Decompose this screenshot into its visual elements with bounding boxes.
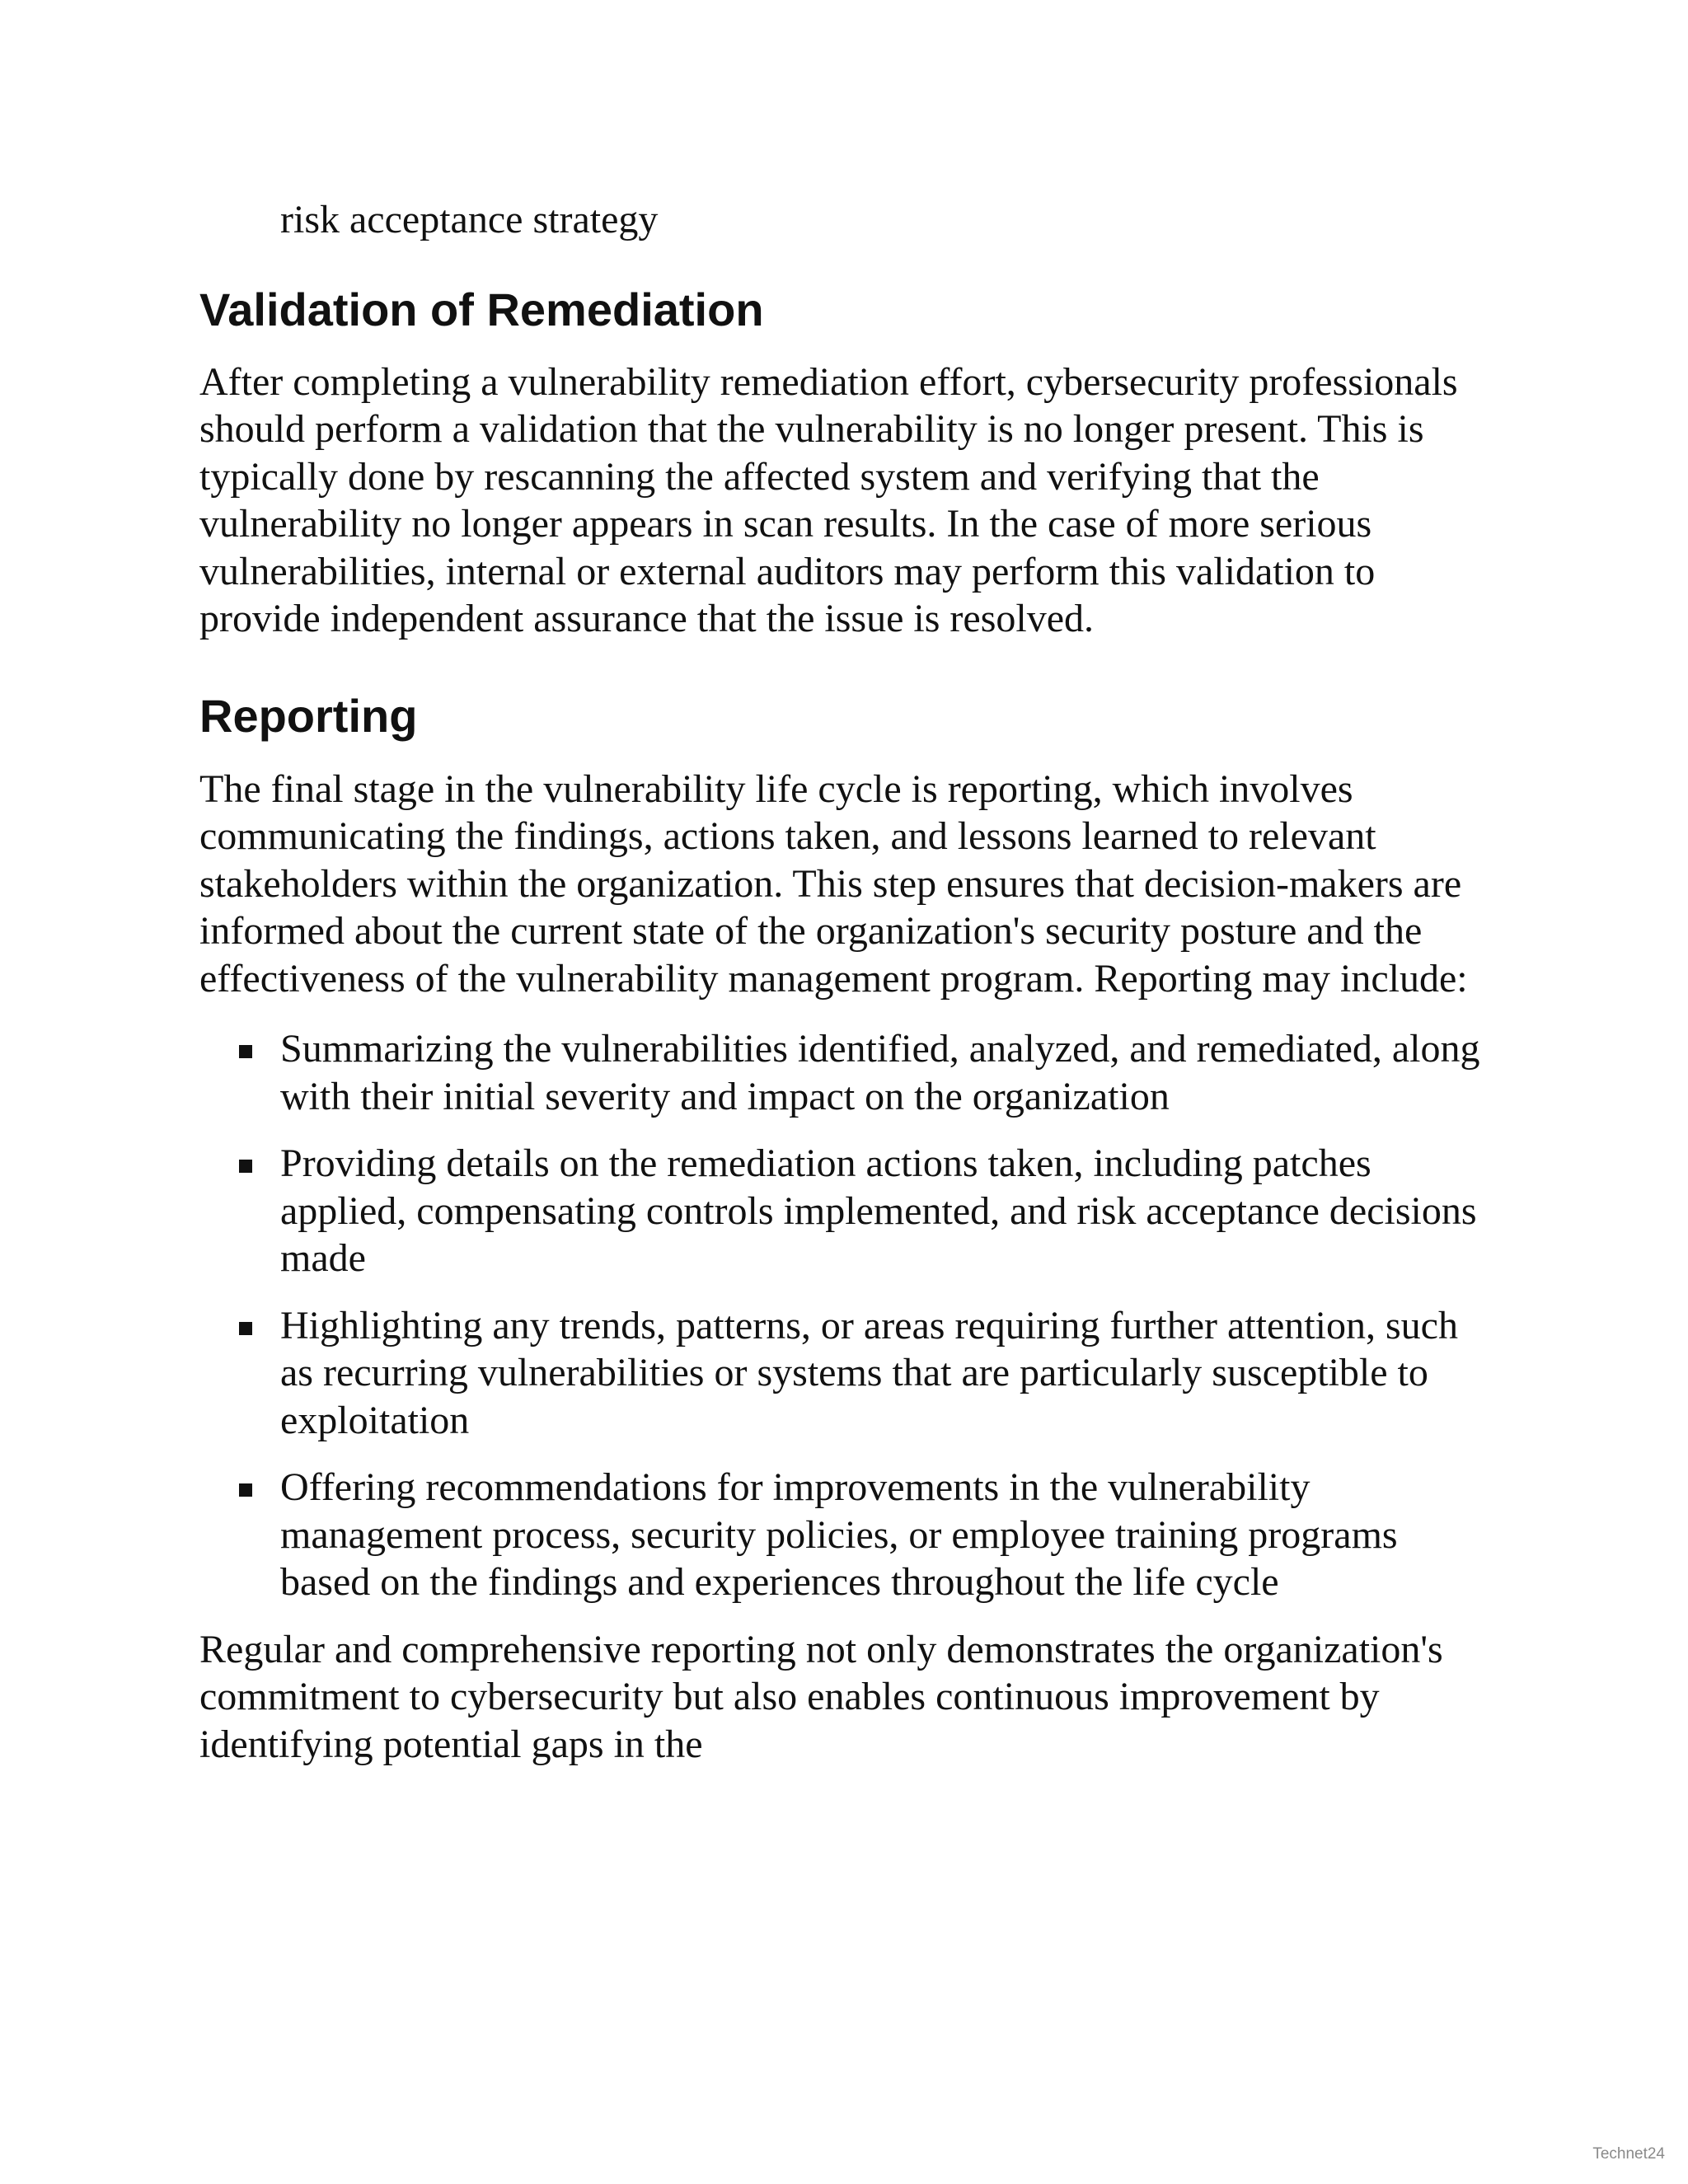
square-bullet-icon (239, 1160, 252, 1173)
square-bullet-icon (239, 1322, 252, 1335)
continuation-text: risk acceptance strategy (280, 198, 659, 241)
page-content (199, 196, 1485, 1768)
reporting-bullet-list (199, 1025, 1485, 1606)
list-item (199, 1140, 1485, 1282)
list-item (199, 1025, 1485, 1120)
list-item-text: Offering recommendations for improvements in the vulnerability management process, security policies, or employee training programs based on the findings and experiences throughout the life cycle (280, 1465, 1398, 1604)
list-item-text: Summarizing the vulnerabilities identified, analyzed, and remediated, along with their initial severity and impact on the organization (280, 1027, 1480, 1118)
section-heading-reporting: Reporting (199, 689, 418, 742)
list-item-text: Highlighting any trends, patterns, or areas requiring further attention, such as recurring vulnerabilities or systems that are particularly susceptible to exploitation (280, 1303, 1458, 1442)
validation-paragraph: After completing a vulnerability remediation effort, cybersecurity professionals should perform a validation that the vulnerability is no longer present. This is typically done by rescanning the affected system and verifying that the vulnerability no longer appears in scan results. In the case of more serious vulnerabilities, internal or external auditors may perform this validation to provide independent assurance that the issue is resolved. (199, 359, 1458, 640)
list-item-text: Providing details on the remediation actions taken, including patches applied, compensating controls implemented, and risk acceptance decisions made (280, 1141, 1477, 1280)
list-item (199, 1464, 1485, 1606)
square-bullet-icon (239, 1045, 252, 1058)
closing-paragraph: Regular and comprehensive reporting not only demonstrates the organization's commitment to cybersecurity but also enables continuous improvement by identifying potential gaps in the (199, 1627, 1443, 1766)
square-bullet-icon (239, 1483, 252, 1497)
reporting-paragraph: The final stage in the vulnerability life cycle is reporting, which involves communicating the findings, actions taken, and lessons learned to relevant stakeholders within the organization. This step ensures that decision-makers are informed about the current state of the organization's security posture and the effectiveness of the vulnerability management program. Reporting may include: (199, 766, 1468, 1001)
footer-brand-text: Technet24 (1592, 2145, 1665, 2163)
list-item (199, 1302, 1485, 1445)
section-heading-validation: Validation of Remediation (199, 283, 764, 335)
